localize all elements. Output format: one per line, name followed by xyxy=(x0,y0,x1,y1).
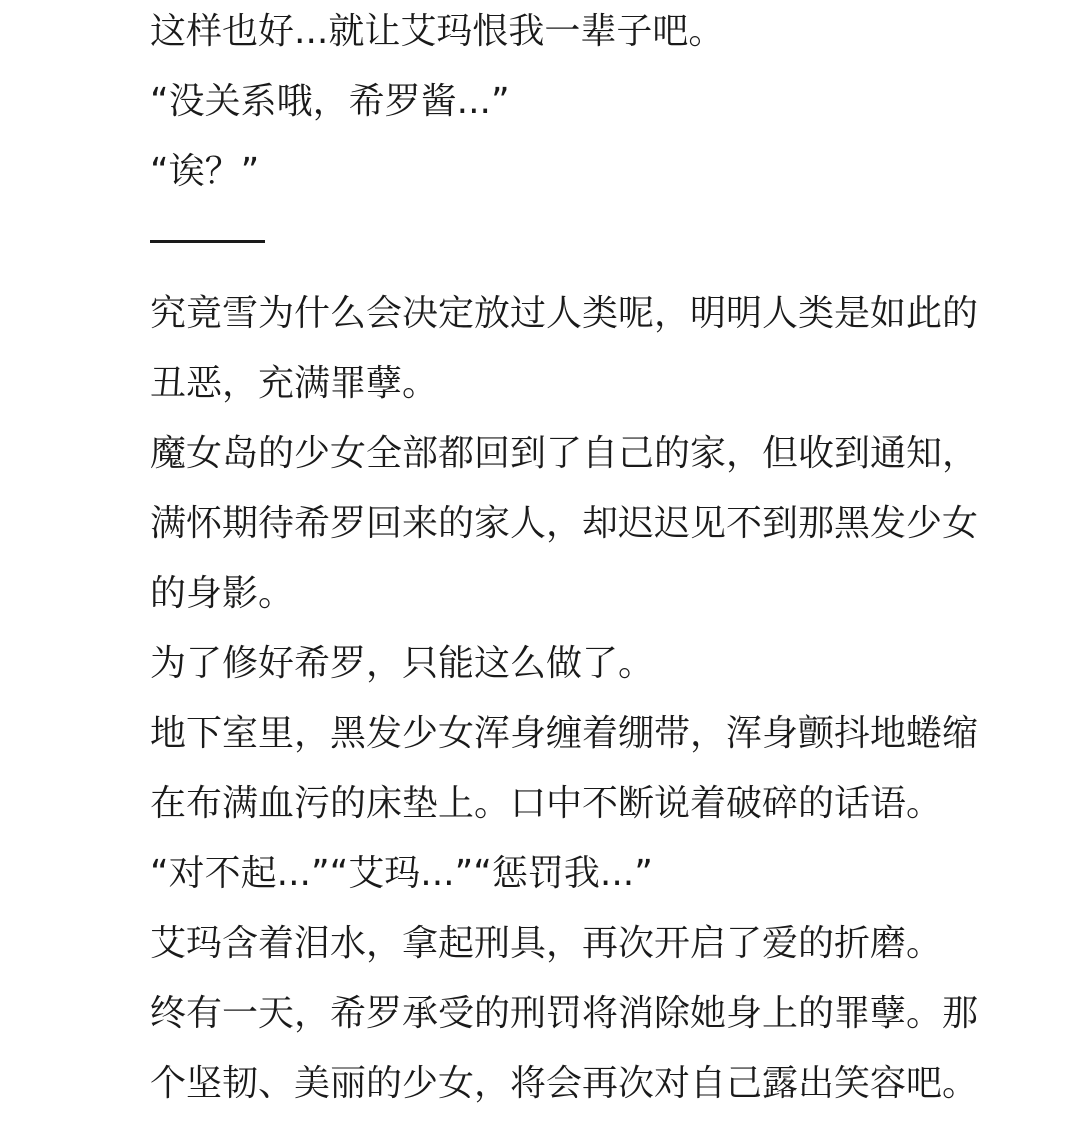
paragraph-line: 在布满血污的床垫上。口中不断说着破碎的话语。 xyxy=(150,783,943,824)
section-divider xyxy=(150,240,265,243)
paragraph-line: “对不起...”“艾玛...”“惩罚我...” xyxy=(150,853,653,894)
paragraph-line: 满怀期待希罗回来的家人，却迟迟见不到那黑发少女 xyxy=(150,503,979,544)
paragraph-line: 艾玛含着泪水，拿起刑具，再次开启了爱的折磨。 xyxy=(150,923,943,964)
paragraph-line: 终有一天，希罗承受的刑罚将消除她身上的罪孽。那 xyxy=(150,993,979,1034)
paragraph-line: 究竟雪为什么会决定放过人类呢，明明人类是如此的 xyxy=(150,293,979,334)
paragraph-line: “没关系哦，希罗酱...” xyxy=(150,81,510,122)
paragraph-line: 为了修好希罗，只能这么做了。 xyxy=(150,643,655,684)
paragraph-line: 丑恶，充满罪孽。 xyxy=(150,363,439,404)
paragraph-line: 魔女岛的少女全部都回到了自己的家，但收到通知， xyxy=(150,433,979,474)
paragraph-line: 的身影。 xyxy=(150,573,295,614)
paragraph-line: 这样也好...就让艾玛恨我一辈子吧。 xyxy=(150,11,725,52)
paragraph-line: 个坚韧、美丽的少女，将会再次对自己露出笑容吧。 xyxy=(150,1063,979,1104)
paragraph-line: 地下室里，黑发少女浑身缠着绷带，浑身颤抖地蜷缩 xyxy=(150,713,979,754)
paragraph-line: “诶？” xyxy=(150,151,260,192)
